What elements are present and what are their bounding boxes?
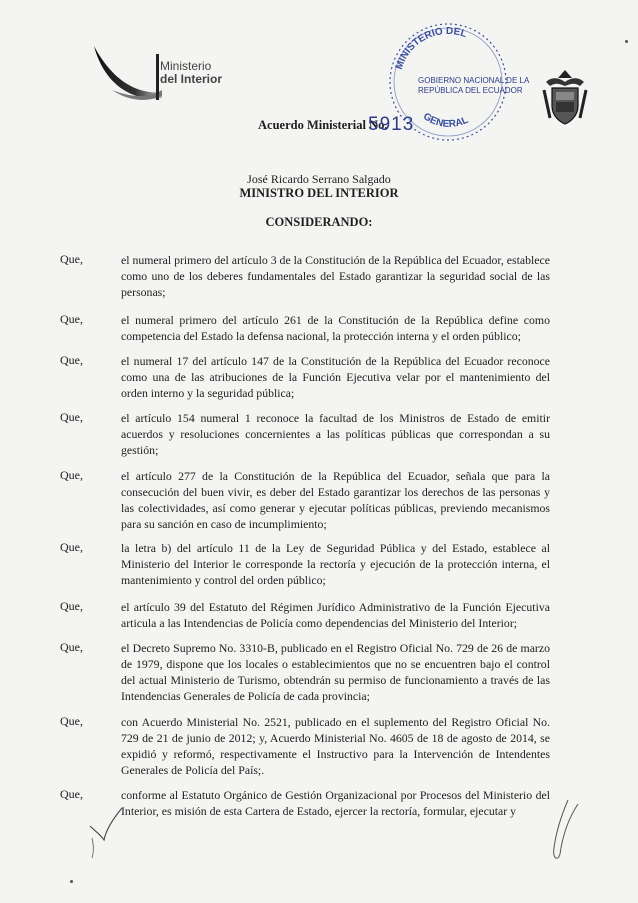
clause-text: el Decreto Supremo No. 3310-B, publicado en el Registro Oficial No. 729 de 26 de marzo de 1979, dispone que los locales o establecimientos que no se encuentren bajo el control del actual Ministerio de Turismo, obtendrán su permiso de funcionamiento a través de las Intendencias Generales de Policía de cada provincia; (121, 641, 550, 703)
svg-text:GENERAL (421, 111, 470, 130)
clause-2 (60, 312, 550, 346)
scan-speck (70, 880, 73, 883)
clause-text: el artículo 277 de la Constitución de la República del Ecuador, señala que para la consecución del buen vivir, es deber del Estado garantizar los derechos de las personas y las colectividades, así como generar y ejecutar políticas públicas, previendo mecanismos para su sanción en caso de incumplimiento; (121, 469, 550, 531)
clause-text: el artículo 39 del Estatuto del Régimen Jurídico Administrativo de la Función Ejecutiva articula a las Intendencias de Policía como dependencias del Ministerio del Interior; (121, 600, 550, 630)
stamp-top-text: MINISTERIO DEL (393, 25, 468, 72)
acuerdo-label: Acuerdo Ministerial No. (258, 118, 388, 132)
handwritten-initial-mark (86, 800, 126, 860)
clause-text: el numeral 17 del artículo 147 de la Constitución de la República del Ecuador reconoce como una de las atribuciones de la Función Ejecutiva velar por el mantenimiento del orden interno y la seguridad pública; (121, 354, 550, 400)
clause-label: Que, (60, 540, 83, 554)
signer-title: MINISTRO DEL INTERIOR (239, 186, 399, 200)
clause-1 (60, 252, 550, 302)
clause-label: Que, (60, 353, 83, 367)
clause-7 (60, 599, 550, 633)
clause-10 (60, 787, 550, 821)
clause-text: el numeral primero del artículo 261 de la Constitución de la República define como competencia del Estado la defensa nacional, la protección interna y el orden público; (121, 313, 550, 343)
clause-6 (60, 540, 550, 590)
clause-label: Que, (60, 714, 83, 728)
clause-label: Que, (60, 599, 83, 613)
logo-line1: Ministerio (160, 59, 212, 73)
gov-line1: GOBIERNO NACIONAL DE LA (418, 76, 530, 85)
clause-label: Que, (60, 787, 83, 801)
clause-text: la letra b) del artículo 11 de la Ley de Seguridad Pública y del Estado, establece al Ministerio del Interior le corresponde la rectoría y ejecución de la protección interna, el mantenimiento y control del orden público; (121, 541, 550, 587)
clause-3 (60, 353, 550, 403)
svg-text:MINISTERIO DEL (394, 26, 468, 71)
clause-label: Que, (60, 468, 83, 482)
acuerdo-number: 5913 (368, 114, 415, 135)
section-title: CONSIDERANDO: (265, 215, 373, 229)
clause-9 (60, 714, 550, 780)
clause-8 (60, 640, 550, 706)
clause-label: Que, (60, 640, 83, 654)
clause-5 (60, 468, 550, 534)
scan-speck (625, 40, 628, 43)
clause-text: conforme al Estatuto Orgánico de Gestión Organizacional por Procesos del Ministerio del Interior, es misión de esta Cartera de Estado, ejercer la rectoría, formular, ejecutar y (121, 788, 550, 818)
clause-4 (60, 410, 550, 460)
coat-of-arms-icon (540, 68, 590, 128)
ministry-logo-text (160, 60, 222, 86)
stamp-bottom-text: GENERAL (420, 111, 471, 131)
government-label (418, 76, 529, 96)
clause-label: Que, (60, 312, 83, 326)
gov-line2: REPÚBLICA DEL ECUADOR (418, 86, 523, 95)
clause-text: con Acuerdo Ministerial No. 2521, publicado en el suplemento del Registro Oficial No. 729 de 21 de junio de 2012; y, Acuerdo Ministerial No. 4605 de 18 de agosto de 2014, se expidió y reformó, respectivamente el Instructivo para la Intervención de Intendentes Generales de Policía del País;. (121, 715, 550, 777)
clause-label: Que, (60, 252, 83, 266)
signer-name: José Ricardo Serrano Salgado (247, 172, 391, 186)
logo-line2: del Interior (160, 72, 223, 86)
clause-text: el artículo 154 numeral 1 reconoce la facultad de los Ministros de Estado de emitir acuerdos y resoluciones concernientes a las políticas públicas que correspondan a su gestión; (121, 411, 550, 457)
clause-text: el numeral primero del artículo 3 de la Constitución de la República del Ecuador, establece como uno de los deberes fundamentales del Estado garantizar la seguridad social de las personas; (121, 253, 550, 299)
clause-label: Que, (60, 410, 83, 424)
handwritten-flourish-mark (548, 796, 584, 866)
